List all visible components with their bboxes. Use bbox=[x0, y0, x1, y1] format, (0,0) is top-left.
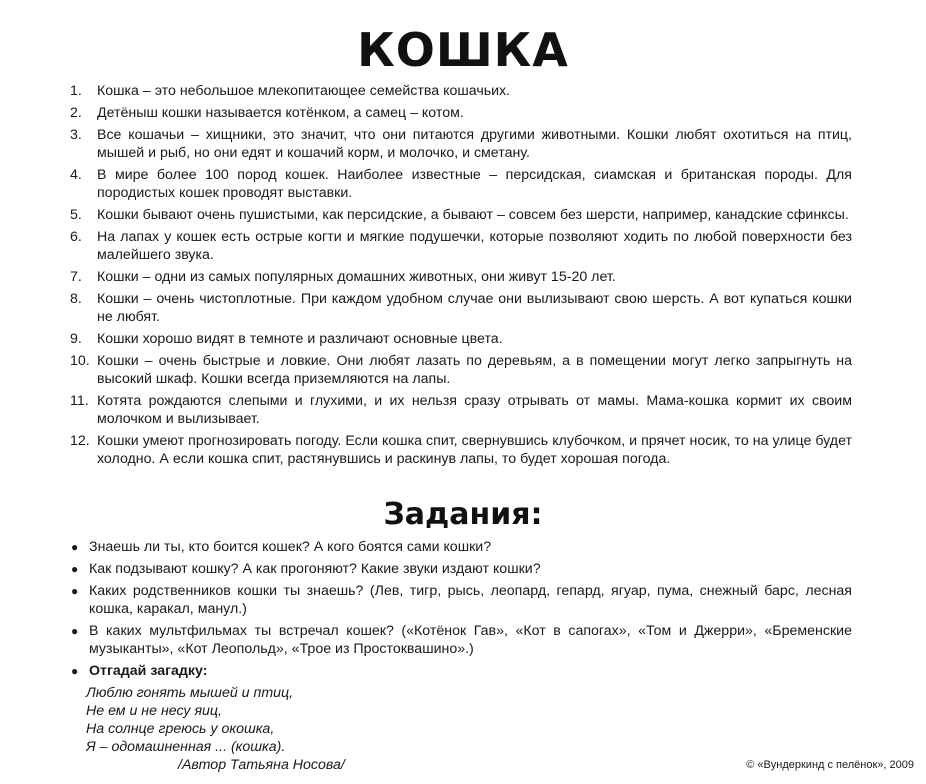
riddle-line-1: Люблю гонять мышей и птиц, bbox=[86, 685, 294, 701]
fact-item-2 bbox=[70, 104, 852, 122]
bullet-icon: ● bbox=[71, 584, 79, 598]
riddle-line-3: На солнце греюсь у окошка, bbox=[86, 721, 275, 737]
task-item-3 bbox=[70, 582, 852, 618]
riddle-line-4: Я – одомашненная ... (кошка). bbox=[86, 739, 286, 755]
bullet-icon: ● bbox=[71, 664, 79, 678]
fact-item-11 bbox=[70, 392, 852, 428]
fact-number: 10. bbox=[70, 353, 90, 369]
task-text: Как подзывают кошку? А как прогоняют? Какие звуки издают кошки? bbox=[89, 561, 541, 577]
fact-number: 7. bbox=[70, 269, 82, 285]
fact-item-10 bbox=[70, 352, 852, 388]
fact-text: Кошки умеют прогнозировать погоду. Если кошка спит, свернувшись клубочком, и прячет носик, то на улице будет холодно. А если кошка спит, растянувшись и раскинув лапы, то будет хорошая погода. bbox=[97, 433, 852, 467]
fact-text: Кошки хорошо видят в темноте и различают основные цвета. bbox=[97, 331, 503, 347]
riddle-heading-item bbox=[70, 662, 852, 680]
fact-text: Котята рождаются слепыми и глухими, и их нельзя сразу отрывать от мамы. Мама-кошка кормит их своим молочком и вылизывает. bbox=[97, 393, 852, 427]
fact-number: 6. bbox=[70, 229, 82, 245]
tasks-heading: Задания: bbox=[383, 497, 543, 532]
fact-number: 12. bbox=[70, 433, 90, 449]
fact-item-9 bbox=[70, 330, 852, 348]
fact-item-3 bbox=[70, 126, 852, 162]
fact-item-1 bbox=[70, 82, 852, 100]
task-text: Каких родственников кошки ты знаешь? (Лев, тигр, рысь, леопард, гепард, ягуар, пума, снежный барс, лесная кошка, каракал, манул.) bbox=[89, 583, 852, 617]
facts-list bbox=[70, 82, 852, 472]
fact-number: 5. bbox=[70, 207, 82, 223]
fact-item-12 bbox=[70, 432, 852, 468]
page-title: КОШКА bbox=[357, 23, 569, 77]
fact-number: 2. bbox=[70, 105, 82, 121]
fact-number: 11. bbox=[70, 393, 89, 409]
fact-text: Все кошачьи – хищники, это значит, что они питаются другими животными. Кошки любят охотиться на птиц, мышей и рыб, но они едят и кошачий корм, и молочко, и сметану. bbox=[97, 127, 852, 161]
riddle-poem bbox=[86, 684, 293, 756]
fact-text: Кошки бывают очень пушистыми, как персидские, а бывают – совсем без шерсти, например, канадские сфинксы. bbox=[97, 207, 849, 223]
fact-text: Кошки – одни из самых популярных домашних животных, они живут 15-20 лет. bbox=[97, 269, 616, 285]
task-item-4 bbox=[70, 622, 852, 658]
riddle-heading: Отгадай загадку: bbox=[89, 663, 208, 679]
riddle-line-2: Не ем и не несу яиц, bbox=[86, 703, 222, 719]
riddle-author: /Автор Татьяна Носова/ bbox=[178, 757, 345, 773]
fact-number: 9. bbox=[70, 331, 82, 347]
fact-item-8 bbox=[70, 290, 852, 326]
fact-item-4 bbox=[70, 166, 852, 202]
fact-item-5 bbox=[70, 206, 852, 224]
fact-text: На лапах у кошек есть острые когти и мягкие подушечки, которые позволяют ходить по любой поверхности без малейшего звука. bbox=[97, 229, 852, 263]
fact-number: 1. bbox=[70, 83, 82, 99]
fact-item-7 bbox=[70, 268, 852, 286]
fact-text: Кошки – очень чистоплотные. При каждом удобном случае они вылизывают свою шерсть. А вот купаться кошки не любят. bbox=[97, 291, 852, 325]
fact-text: Детёныш кошки называется котёнком, а самец – котом. bbox=[97, 105, 464, 121]
bullet-icon: ● bbox=[71, 624, 79, 638]
tasks-list bbox=[70, 538, 852, 684]
fact-text: Кошка – это небольшое млекопитающее семейства кошачьих. bbox=[97, 83, 511, 99]
task-item-2 bbox=[70, 560, 852, 578]
fact-number: 4. bbox=[70, 167, 82, 183]
task-text: В каких мультфильмах ты встречал кошек? («Котёнок Гав», «Кот в сапогах», «Том и Джерри», «Бременские музыканты», «Кот Леопольд», «Трое из Простоквашино».) bbox=[89, 623, 852, 657]
copyright-notice: © «Вундеркинд с пелёнок», 2009 bbox=[746, 759, 914, 771]
bullet-icon: ● bbox=[71, 562, 79, 576]
fact-text: Кошки – очень быстрые и ловкие. Они любят лазать по деревьям, а в помещении могут легко запрыгнуть на высокий шкаф. Кошки всегда приземляются на лапы. bbox=[97, 353, 852, 387]
bullet-icon: ● bbox=[71, 540, 79, 554]
fact-number: 8. bbox=[70, 291, 82, 307]
fact-text: В мире более 100 пород кошек. Наиболее известные – персидская, сиамская и британская породы. Для породистых кошек проводят выставки. bbox=[97, 167, 852, 201]
fact-number: 3. bbox=[70, 127, 82, 143]
task-text: Знаешь ли ты, кто боится кошек? А кого боятся сами кошки? bbox=[89, 539, 492, 555]
fact-item-6 bbox=[70, 228, 852, 264]
task-item-1 bbox=[70, 538, 852, 556]
